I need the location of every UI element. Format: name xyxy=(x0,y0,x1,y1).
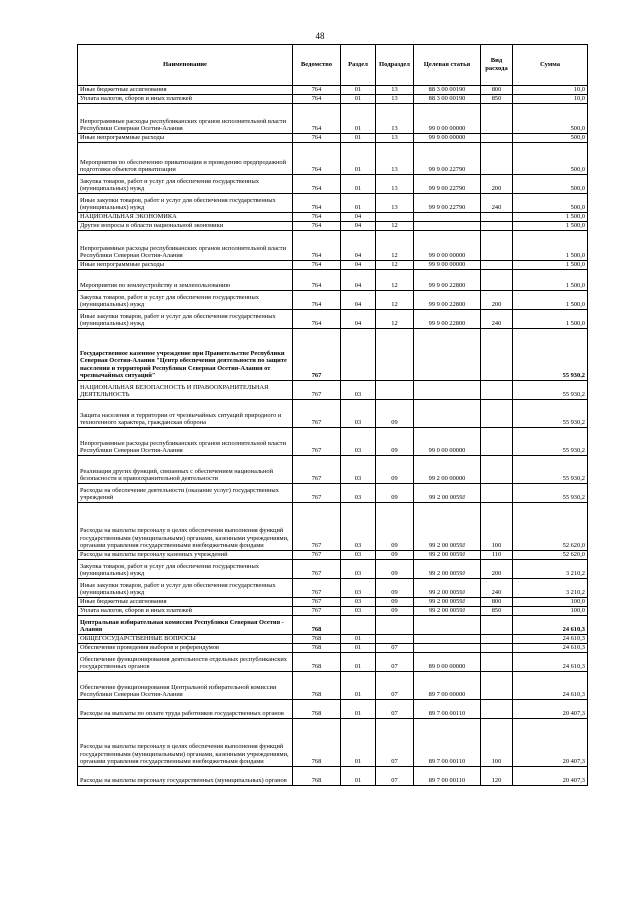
cell-subsection: 12 xyxy=(376,261,414,270)
cell-subsection: 12 xyxy=(376,310,414,329)
table-row xyxy=(78,104,588,134)
cell-target-article xyxy=(414,381,481,400)
cell-section: 03 xyxy=(341,456,376,484)
cell-name: Иные бюджетные ассигнования xyxy=(78,86,293,95)
cell-department: 768 xyxy=(293,616,341,635)
cell-target-article: 99 9 00 22790 xyxy=(414,175,481,194)
cell-department: 768 xyxy=(293,635,341,644)
cell-target-article: 89 7 00 00000 xyxy=(414,672,481,700)
cell-department: 764 xyxy=(293,231,341,261)
cell-subsection: 13 xyxy=(376,134,414,143)
cell-amount: 55 930,2 xyxy=(513,428,588,456)
cell-section: 03 xyxy=(341,607,376,616)
cell-amount: 55 930,2 xyxy=(513,456,588,484)
cell-section: 01 xyxy=(341,644,376,653)
table-row xyxy=(78,700,588,719)
cell-amount: 55 930,2 xyxy=(513,400,588,428)
cell-department: 764 xyxy=(293,270,341,291)
cell-amount: 24 610,3 xyxy=(513,644,588,653)
cell-subsection: 07 xyxy=(376,672,414,700)
cell-subsection xyxy=(376,635,414,644)
cell-amount: 24 610,3 xyxy=(513,653,588,672)
cell-amount: 500,0 xyxy=(513,143,588,175)
cell-amount: 10,0 xyxy=(513,86,588,95)
cell-section: 03 xyxy=(341,381,376,400)
cell-target-article: 99 2 00 0059Ј xyxy=(414,551,481,560)
table-row xyxy=(78,134,588,143)
cell-name: Закупка товаров, работ и услуг для обеспечения государственных (муниципальных) нужд xyxy=(78,175,293,194)
budget-table xyxy=(77,44,588,786)
table-row xyxy=(78,503,588,551)
cell-target-article xyxy=(414,616,481,635)
cell-amount: 1 500,0 xyxy=(513,213,588,222)
cell-section: 01 xyxy=(341,653,376,672)
cell-expense-type xyxy=(481,635,513,644)
cell-target-article: 88 3 00 00190 xyxy=(414,86,481,95)
cell-expense-type: 240 xyxy=(481,310,513,329)
cell-department: 764 xyxy=(293,95,341,104)
table-row xyxy=(78,456,588,484)
cell-section: 01 xyxy=(341,95,376,104)
cell-subsection: 07 xyxy=(376,653,414,672)
cell-target-article: 89 7 00 00110 xyxy=(414,767,481,786)
cell-amount: 20 407,3 xyxy=(513,700,588,719)
cell-name: Иные непрограммные расходы xyxy=(78,134,293,143)
cell-target-article: 89 7 00 00110 xyxy=(414,719,481,767)
cell-name: Уплата налогов, сборов и иных платежей xyxy=(78,95,293,104)
header-target-article: Целевая статья xyxy=(414,45,481,86)
cell-expense-type xyxy=(481,456,513,484)
cell-name: Расходы на обеспечение деятельности (оказание услуг) государственных учреждений xyxy=(78,484,293,503)
cell-expense-type: 100 xyxy=(481,719,513,767)
table-row xyxy=(78,644,588,653)
table-row xyxy=(78,143,588,175)
cell-section: 01 xyxy=(341,104,376,134)
cell-section: 03 xyxy=(341,503,376,551)
cell-name: Расходы на выплаты персоналу казенных учреждений xyxy=(78,551,293,560)
cell-section: 04 xyxy=(341,310,376,329)
table-row xyxy=(78,261,588,270)
cell-section: 04 xyxy=(341,291,376,310)
cell-name: Защита населения и территории от чрезвычайных ситуаций природного и техногенного характера, гражданская оборона xyxy=(78,400,293,428)
cell-subsection xyxy=(376,213,414,222)
cell-department: 767 xyxy=(293,607,341,616)
table-row xyxy=(78,428,588,456)
table-row xyxy=(78,653,588,672)
table-row xyxy=(78,231,588,261)
cell-department: 767 xyxy=(293,381,341,400)
cell-expense-type xyxy=(481,104,513,134)
cell-expense-type xyxy=(481,329,513,381)
cell-section: 04 xyxy=(341,261,376,270)
cell-target-article: 99 2 00 0059Ј xyxy=(414,607,481,616)
cell-subsection: 12 xyxy=(376,231,414,261)
cell-amount: 20 407,3 xyxy=(513,767,588,786)
table-row xyxy=(78,551,588,560)
cell-name: Уплата налогов, сборов и иных платежей xyxy=(78,607,293,616)
cell-name: Мероприятия по обеспечению приватизации и проведению предпродажной подготовки объектов приватизации xyxy=(78,143,293,175)
cell-department: 768 xyxy=(293,672,341,700)
cell-subsection: 13 xyxy=(376,194,414,213)
cell-section: 01 xyxy=(341,194,376,213)
cell-subsection: 12 xyxy=(376,291,414,310)
cell-amount: 500,0 xyxy=(513,134,588,143)
cell-section: 03 xyxy=(341,428,376,456)
cell-amount: 500,0 xyxy=(513,194,588,213)
header-name: Наименование xyxy=(78,45,293,86)
cell-department: 764 xyxy=(293,261,341,270)
cell-name: Иные закупки товаров, работ и услуг для обеспечения государственных (муниципальных) нужд xyxy=(78,194,293,213)
cell-amount: 10,0 xyxy=(513,95,588,104)
cell-expense-type xyxy=(481,261,513,270)
cell-subsection: 13 xyxy=(376,95,414,104)
cell-name: Расходы на выплаты персоналу в целях обеспечения выполнения функций государственными (муниципальными) органами, казенными учреждениями, органами управления государственными внебюджетными фондами xyxy=(78,719,293,767)
cell-section: 01 xyxy=(341,672,376,700)
cell-expense-type: 850 xyxy=(481,607,513,616)
cell-subsection: 12 xyxy=(376,222,414,231)
table-row xyxy=(78,213,588,222)
cell-subsection: 09 xyxy=(376,607,414,616)
cell-department: 767 xyxy=(293,579,341,598)
table-row xyxy=(78,616,588,635)
cell-name: Расходы на выплаты персоналу государственных (муниципальных) органов xyxy=(78,767,293,786)
cell-amount: 3 210,2 xyxy=(513,579,588,598)
cell-target-article: 99 9 00 22800 xyxy=(414,310,481,329)
cell-name: Обеспечение функционирования Центральной избирательной комиссии Республики Северная Осетия-Алания xyxy=(78,672,293,700)
cell-department: 764 xyxy=(293,291,341,310)
cell-expense-type xyxy=(481,231,513,261)
cell-section: 01 xyxy=(341,86,376,95)
cell-target-article: 99 0 00 00000 xyxy=(414,428,481,456)
cell-target-article: 99 9 00 22800 xyxy=(414,291,481,310)
cell-target-article: 99 9 00 22790 xyxy=(414,143,481,175)
cell-department: 767 xyxy=(293,503,341,551)
cell-expense-type: 110 xyxy=(481,551,513,560)
cell-section: 01 xyxy=(341,635,376,644)
cell-amount: 20 407,3 xyxy=(513,719,588,767)
cell-section: 03 xyxy=(341,579,376,598)
cell-section: 03 xyxy=(341,484,376,503)
table-header-row xyxy=(78,45,588,86)
cell-name: Иные закупки товаров, работ и услуг для обеспечения государственных (муниципальных) нужд xyxy=(78,579,293,598)
cell-section xyxy=(341,329,376,381)
table-row xyxy=(78,635,588,644)
cell-subsection: 13 xyxy=(376,104,414,134)
cell-section: 01 xyxy=(341,719,376,767)
cell-amount: 500,0 xyxy=(513,175,588,194)
header-department: Ведомство xyxy=(293,45,341,86)
cell-department: 764 xyxy=(293,104,341,134)
cell-section: 04 xyxy=(341,213,376,222)
cell-subsection xyxy=(376,616,414,635)
cell-target-article: 99 2 00 00000 xyxy=(414,456,481,484)
cell-department: 767 xyxy=(293,400,341,428)
header-expense-type: Вид расхода xyxy=(481,45,513,86)
header-subsection: Подраздел xyxy=(376,45,414,86)
table-body xyxy=(78,86,588,786)
table-row xyxy=(78,270,588,291)
cell-amount: 3 210,2 xyxy=(513,560,588,579)
cell-expense-type: 200 xyxy=(481,560,513,579)
cell-subsection: 07 xyxy=(376,767,414,786)
cell-subsection: 09 xyxy=(376,484,414,503)
cell-department: 767 xyxy=(293,456,341,484)
cell-target-article: 99 0 00 00000 xyxy=(414,104,481,134)
table-row xyxy=(78,381,588,400)
cell-name: Иные закупки товаров, работ и услуг для обеспечения государственных (муниципальных) нужд xyxy=(78,310,293,329)
header-amount: Сумма xyxy=(513,45,588,86)
cell-subsection: 13 xyxy=(376,143,414,175)
cell-target-article: 99 9 00 22790 xyxy=(414,194,481,213)
cell-subsection: 09 xyxy=(376,598,414,607)
cell-amount: 100,0 xyxy=(513,598,588,607)
cell-name: Другие вопросы в области национальной экономики xyxy=(78,222,293,231)
cell-amount: 24 610,3 xyxy=(513,635,588,644)
cell-target-article: 99 9 00 22800 xyxy=(414,270,481,291)
cell-target-article: 99 2 00 0059Ј xyxy=(414,560,481,579)
page-number: 48 xyxy=(315,31,325,41)
cell-department: 764 xyxy=(293,310,341,329)
cell-target-article: 99 0 00 00000 xyxy=(414,231,481,261)
cell-amount: 55 930,2 xyxy=(513,329,588,381)
cell-section xyxy=(341,616,376,635)
cell-expense-type xyxy=(481,400,513,428)
cell-name: Иные непрограммные расходы xyxy=(78,261,293,270)
cell-department: 764 xyxy=(293,134,341,143)
cell-subsection: 09 xyxy=(376,551,414,560)
table-row xyxy=(78,672,588,700)
cell-target-article xyxy=(414,644,481,653)
cell-expense-type xyxy=(481,270,513,291)
cell-department: 764 xyxy=(293,222,341,231)
cell-expense-type xyxy=(481,381,513,400)
cell-target-article: 99 9 00 00000 xyxy=(414,261,481,270)
cell-name: Обеспечение функционирования деятельности отдельных республиканских государственных органов xyxy=(78,653,293,672)
cell-name: Иные бюджетные ассигнования xyxy=(78,598,293,607)
cell-target-article xyxy=(414,400,481,428)
cell-name: Непрограммные расходы республиканских органов исполнительной власти Республики Северная Осетия-Алания xyxy=(78,104,293,134)
cell-department: 768 xyxy=(293,700,341,719)
header-section: Раздел xyxy=(341,45,376,86)
cell-expense-type: 850 xyxy=(481,95,513,104)
cell-department: 764 xyxy=(293,213,341,222)
table-row xyxy=(78,222,588,231)
table-row xyxy=(78,329,588,381)
cell-subsection: 09 xyxy=(376,503,414,551)
cell-amount: 24 610,3 xyxy=(513,616,588,635)
cell-section: 04 xyxy=(341,231,376,261)
cell-expense-type xyxy=(481,428,513,456)
table-row xyxy=(78,291,588,310)
cell-department: 768 xyxy=(293,719,341,767)
cell-subsection: 07 xyxy=(376,644,414,653)
cell-expense-type: 200 xyxy=(481,175,513,194)
cell-expense-type xyxy=(481,143,513,175)
cell-amount: 500,0 xyxy=(513,104,588,134)
cell-department: 767 xyxy=(293,428,341,456)
cell-expense-type xyxy=(481,653,513,672)
table-row xyxy=(78,607,588,616)
cell-subsection xyxy=(376,381,414,400)
cell-expense-type xyxy=(481,134,513,143)
cell-name: Непрограммные расходы республиканских органов исполнительной власти Республики Северная Осетия-Алания xyxy=(78,428,293,456)
cell-target-article: 99 2 00 0059Ј xyxy=(414,598,481,607)
cell-expense-type: 200 xyxy=(481,291,513,310)
cell-amount: 55 930,2 xyxy=(513,381,588,400)
cell-amount: 52 620,0 xyxy=(513,551,588,560)
cell-expense-type xyxy=(481,484,513,503)
cell-name: Реализация других функций, связанных с обеспечением национальной безопасности и правоохранительной деятельности xyxy=(78,456,293,484)
table-row xyxy=(78,719,588,767)
table-row xyxy=(78,484,588,503)
cell-subsection: 07 xyxy=(376,700,414,719)
cell-amount: 100,0 xyxy=(513,607,588,616)
cell-target-article: 88 3 00 00190 xyxy=(414,95,481,104)
cell-expense-type xyxy=(481,616,513,635)
cell-expense-type: 120 xyxy=(481,767,513,786)
cell-amount: 24 610,3 xyxy=(513,672,588,700)
cell-department: 764 xyxy=(293,86,341,95)
cell-subsection: 09 xyxy=(376,400,414,428)
table-row xyxy=(78,95,588,104)
cell-section: 04 xyxy=(341,222,376,231)
cell-target-article xyxy=(414,635,481,644)
cell-department: 767 xyxy=(293,560,341,579)
cell-amount: 1 500,0 xyxy=(513,231,588,261)
cell-department: 768 xyxy=(293,767,341,786)
cell-section: 03 xyxy=(341,598,376,607)
cell-department: 767 xyxy=(293,598,341,607)
cell-name: Расходы на выплаты персоналу в целях обеспечения выполнения функций государственными (муниципальными) органами, казенными учреждениями, органами управления государственными внебюджетными фондами xyxy=(78,503,293,551)
cell-expense-type: 800 xyxy=(481,86,513,95)
cell-name: НАЦИОНАЛЬНАЯ БЕЗОПАСНОСТЬ И ПРАВООХРАНИТЕЛЬНАЯ ДЕЯТЕЛЬНОСТЬ xyxy=(78,381,293,400)
cell-amount: 1 500,0 xyxy=(513,222,588,231)
cell-expense-type: 100 xyxy=(481,503,513,551)
cell-target-article: 99 9 00 00000 xyxy=(414,134,481,143)
table-row xyxy=(78,400,588,428)
cell-target-article: 89 7 00 00110 xyxy=(414,700,481,719)
cell-expense-type xyxy=(481,644,513,653)
table-row xyxy=(78,175,588,194)
cell-name: НАЦИОНАЛЬНАЯ ЭКОНОМИКА xyxy=(78,213,293,222)
cell-section: 03 xyxy=(341,551,376,560)
cell-target-article: 99 2 00 0059Ј xyxy=(414,503,481,551)
cell-department: 767 xyxy=(293,329,341,381)
cell-target-article xyxy=(414,222,481,231)
cell-name: Государственное казенное учреждение при Правительстве Республики Северная Осетия-Алания "Центр обеспечения деятельности по защите населения и территорий Республики Северная Осетия-Алания от чрезвычайных ситуаций" xyxy=(78,329,293,381)
cell-department: 764 xyxy=(293,143,341,175)
table-row xyxy=(78,579,588,598)
cell-expense-type xyxy=(481,672,513,700)
cell-subsection xyxy=(376,329,414,381)
table-row xyxy=(78,310,588,329)
cell-expense-type: 240 xyxy=(481,579,513,598)
table-row xyxy=(78,560,588,579)
cell-target-article: 89 0 00 00000 xyxy=(414,653,481,672)
cell-expense-type xyxy=(481,213,513,222)
table-row xyxy=(78,598,588,607)
cell-department: 764 xyxy=(293,175,341,194)
cell-amount: 1 500,0 xyxy=(513,261,588,270)
cell-amount: 1 500,0 xyxy=(513,270,588,291)
cell-subsection: 09 xyxy=(376,456,414,484)
table-row xyxy=(78,86,588,95)
cell-name: Закупка товаров, работ и услуг для обеспечения государственных (муниципальных) нужд xyxy=(78,560,293,579)
cell-name: Обеспечение проведения выборов и референдумов xyxy=(78,644,293,653)
cell-department: 764 xyxy=(293,194,341,213)
cell-amount: 55 930,2 xyxy=(513,484,588,503)
cell-section: 01 xyxy=(341,767,376,786)
cell-section: 01 xyxy=(341,143,376,175)
cell-name: ОБЩЕГОСУДАРСТВЕННЫЕ ВОПРОСЫ xyxy=(78,635,293,644)
cell-department: 767 xyxy=(293,484,341,503)
cell-department: 767 xyxy=(293,551,341,560)
cell-amount: 1 500,0 xyxy=(513,310,588,329)
cell-expense-type xyxy=(481,222,513,231)
cell-department: 768 xyxy=(293,653,341,672)
cell-name: Мероприятия по землеустройству и землепользованию xyxy=(78,270,293,291)
cell-expense-type: 800 xyxy=(481,598,513,607)
cell-name: Расходы на выплаты по оплате труда работников государственных органов xyxy=(78,700,293,719)
cell-target-article: 99 2 00 0059Ј xyxy=(414,484,481,503)
cell-amount: 52 620,0 xyxy=(513,503,588,551)
cell-name: Закупка товаров, работ и услуг для обеспечения государственных (муниципальных) нужд xyxy=(78,291,293,310)
cell-target-article: 99 2 00 0059Ј xyxy=(414,579,481,598)
cell-section: 04 xyxy=(341,270,376,291)
cell-department: 768 xyxy=(293,644,341,653)
cell-section: 03 xyxy=(341,560,376,579)
cell-subsection: 09 xyxy=(376,428,414,456)
cell-section: 01 xyxy=(341,175,376,194)
cell-section: 01 xyxy=(341,134,376,143)
cell-subsection: 13 xyxy=(376,175,414,194)
cell-subsection: 07 xyxy=(376,719,414,767)
cell-subsection: 09 xyxy=(376,579,414,598)
table-row xyxy=(78,767,588,786)
cell-section: 03 xyxy=(341,400,376,428)
cell-subsection: 09 xyxy=(376,560,414,579)
cell-expense-type: 240 xyxy=(481,194,513,213)
table-row xyxy=(78,194,588,213)
cell-name: Непрограммные расходы республиканских органов исполнительной власти Республики Северная Осетия-Алания xyxy=(78,231,293,261)
cell-subsection: 13 xyxy=(376,86,414,95)
cell-target-article xyxy=(414,329,481,381)
cell-target-article xyxy=(414,213,481,222)
cell-amount: 1 500,0 xyxy=(513,291,588,310)
cell-subsection: 12 xyxy=(376,270,414,291)
cell-name: Центральная избирательная комиссия Республики Северная Осетия - Алания xyxy=(78,616,293,635)
cell-section: 01 xyxy=(341,700,376,719)
cell-expense-type xyxy=(481,700,513,719)
